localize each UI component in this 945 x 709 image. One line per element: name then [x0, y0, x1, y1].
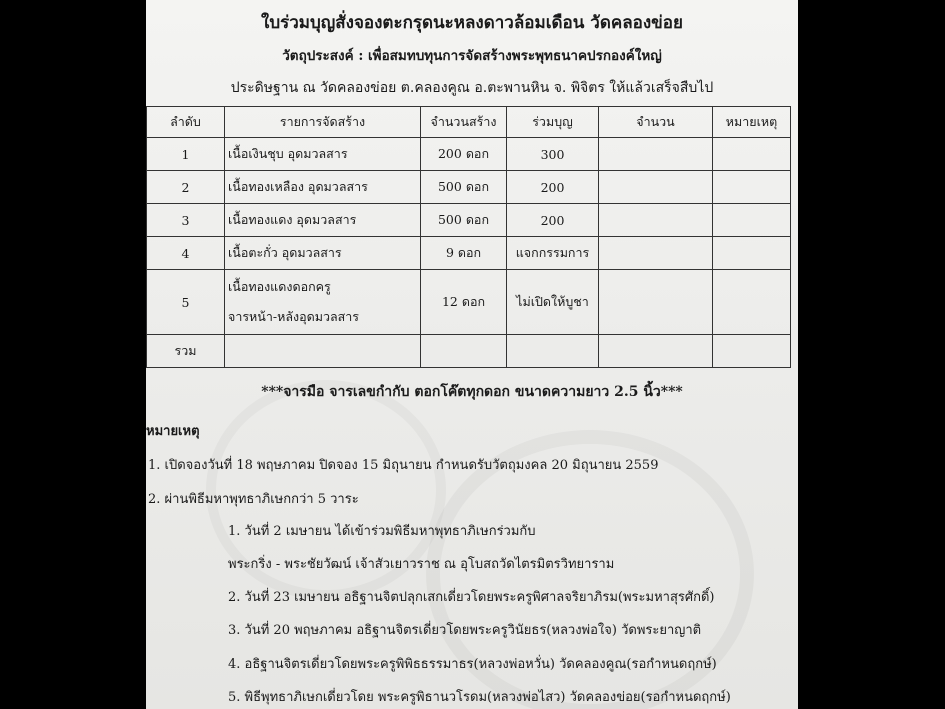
- total-cell: [421, 335, 507, 368]
- cell-qty: 12 ดอก: [421, 270, 507, 335]
- cell-note[interactable]: [713, 138, 791, 171]
- cell-amount[interactable]: [599, 138, 713, 171]
- remark-line: 1. เปิดจองวันที่ 18 พฤษภาคม ปิดจอง 15 มิถุนายน กำหนดรับวัตถุมงคล 20 มิถุนายน 2559: [148, 458, 659, 473]
- cell-note[interactable]: [713, 171, 791, 204]
- cell-qty: 200 ดอก: [421, 138, 507, 171]
- total-cell: [225, 335, 421, 368]
- ceremony-item-continued: พระกริ่ง - พระชัยวัฒน์ เจ้าสัวเยาวราช ณ อุโบสถวัดไตรมิตรวิทยาราม: [228, 557, 615, 572]
- total-cell: [507, 335, 599, 368]
- cell-price: แจกกรรมการ: [507, 237, 599, 270]
- place-text: ประดิษฐาน ณ วัดคลองข่อย ต.คลองคูณ อ.ตะพานหิน จ. พิจิตร ให้แล้วเสร็จสืบไป: [230, 80, 714, 96]
- cell-no: 5: [147, 270, 225, 335]
- table-row: [147, 204, 791, 237]
- document-page: [146, 0, 798, 709]
- table-row: [147, 171, 791, 204]
- total-row: [147, 335, 791, 368]
- cell-amount[interactable]: [599, 270, 713, 335]
- total-note[interactable]: [713, 335, 791, 368]
- engraving-note: ***จารมือ จารเลขกำกับ ตอกโค๊ตทุกดอก ขนาดความยาว 2.5 นิ้ว***: [261, 384, 683, 400]
- cell-note[interactable]: [713, 237, 791, 270]
- table-row: [147, 237, 791, 270]
- cell-qty: 9 ดอก: [421, 237, 507, 270]
- cell-item: เนื้อทองเหลือง อุดมวลสาร: [225, 171, 421, 204]
- header-no: ลำดับ: [147, 107, 225, 138]
- ceremony-item: 3. วันที่ 20 พฤษภาคม อธิฐานจิตรเดี่ยวโดยพระครูวินัยธร(หลวงพ่อใจ) วัดพระยาญาติ: [228, 623, 702, 638]
- cell-amount[interactable]: [599, 237, 713, 270]
- ceremony-item: 4. อธิฐานจิตรเดี่ยวโดยพระครูพิพิธธรรมาธร(หลวงพ่อหวั่น) วัดคลองคูณ(รอกำหนดฤกษ์): [228, 657, 717, 672]
- total-label: รวม: [147, 335, 225, 368]
- table-row: [147, 270, 791, 335]
- total-amount[interactable]: [599, 335, 713, 368]
- header-note: หมายเหตุ: [713, 107, 791, 138]
- ceremony-item: 5. พิธีพุทธาภิเษกเดี่ยวโดย พระครูพิธานวโรดม(หลวงพ่อไสว) วัดคลองข่อย(รอกำหนดฤกษ์): [228, 690, 731, 705]
- header-item: รายการจัดสร้าง: [225, 107, 421, 138]
- order-table: [146, 106, 791, 368]
- objective-text: วัตถุประสงค์ : เพื่อสมทบทุนการจัดสร้างพระพุทธนาคปรกองค์ใหญ่: [282, 48, 662, 64]
- cell-price: 200: [507, 204, 599, 237]
- remark-line: 2. ผ่านพิธีมหาพุทธาภิเษกกว่า 5 วาระ: [148, 492, 359, 507]
- cell-note[interactable]: [713, 270, 791, 335]
- cell-no: 4: [147, 237, 225, 270]
- cell-no: 3: [147, 204, 225, 237]
- cell-qty: 500 ดอก: [421, 204, 507, 237]
- cell-amount[interactable]: [599, 171, 713, 204]
- ceremony-item: 1. วันที่ 2 เมษายน ได้เข้าร่วมพิธีมหาพุทธาภิเษกร่วมกับ: [228, 524, 536, 539]
- cell-no: 2: [147, 171, 225, 204]
- cell-item-line: เนื้อทองแดงดอกครู: [228, 279, 331, 294]
- cell-item: [225, 270, 421, 335]
- cell-amount[interactable]: [599, 204, 713, 237]
- cell-item-line: จารหน้า-หลังอุดมวลสาร: [228, 309, 359, 324]
- cell-item: เนื้อเงินชุบ อุดมวลสาร: [225, 138, 421, 171]
- cell-item: เนื้อทองแดง อุดมวลสาร: [225, 204, 421, 237]
- cell-note[interactable]: [713, 204, 791, 237]
- header-qty: จำนวนสร้าง: [421, 107, 507, 138]
- header-amount: จำนวน: [599, 107, 713, 138]
- cell-price: ไม่เปิดให้บูชา: [507, 270, 599, 335]
- cell-qty: 500 ดอก: [421, 171, 507, 204]
- cell-no: 1: [147, 138, 225, 171]
- table-row: [147, 138, 791, 171]
- ceremony-item: 2. วันที่ 23 เมษายน อธิฐานจิตปลุกเสกเดี่ยวโดยพระครูพิศาลจริยาภิรม(พระมหาสุรศักดิ์): [228, 590, 715, 605]
- document-title: ใบร่วมบุญสั่งจองตะกรุดนะหลงดาวล้อมเดือน วัดคลองข่อย: [261, 13, 683, 33]
- cell-item: เนื้อตะกั่ว อุดมวลสาร: [225, 237, 421, 270]
- header-price: ร่วมบุญ: [507, 107, 599, 138]
- cell-price: 200: [507, 171, 599, 204]
- table-header-row: [147, 107, 791, 138]
- cell-price: 300: [507, 138, 599, 171]
- remarks-heading: หมายเหตุ: [146, 424, 200, 439]
